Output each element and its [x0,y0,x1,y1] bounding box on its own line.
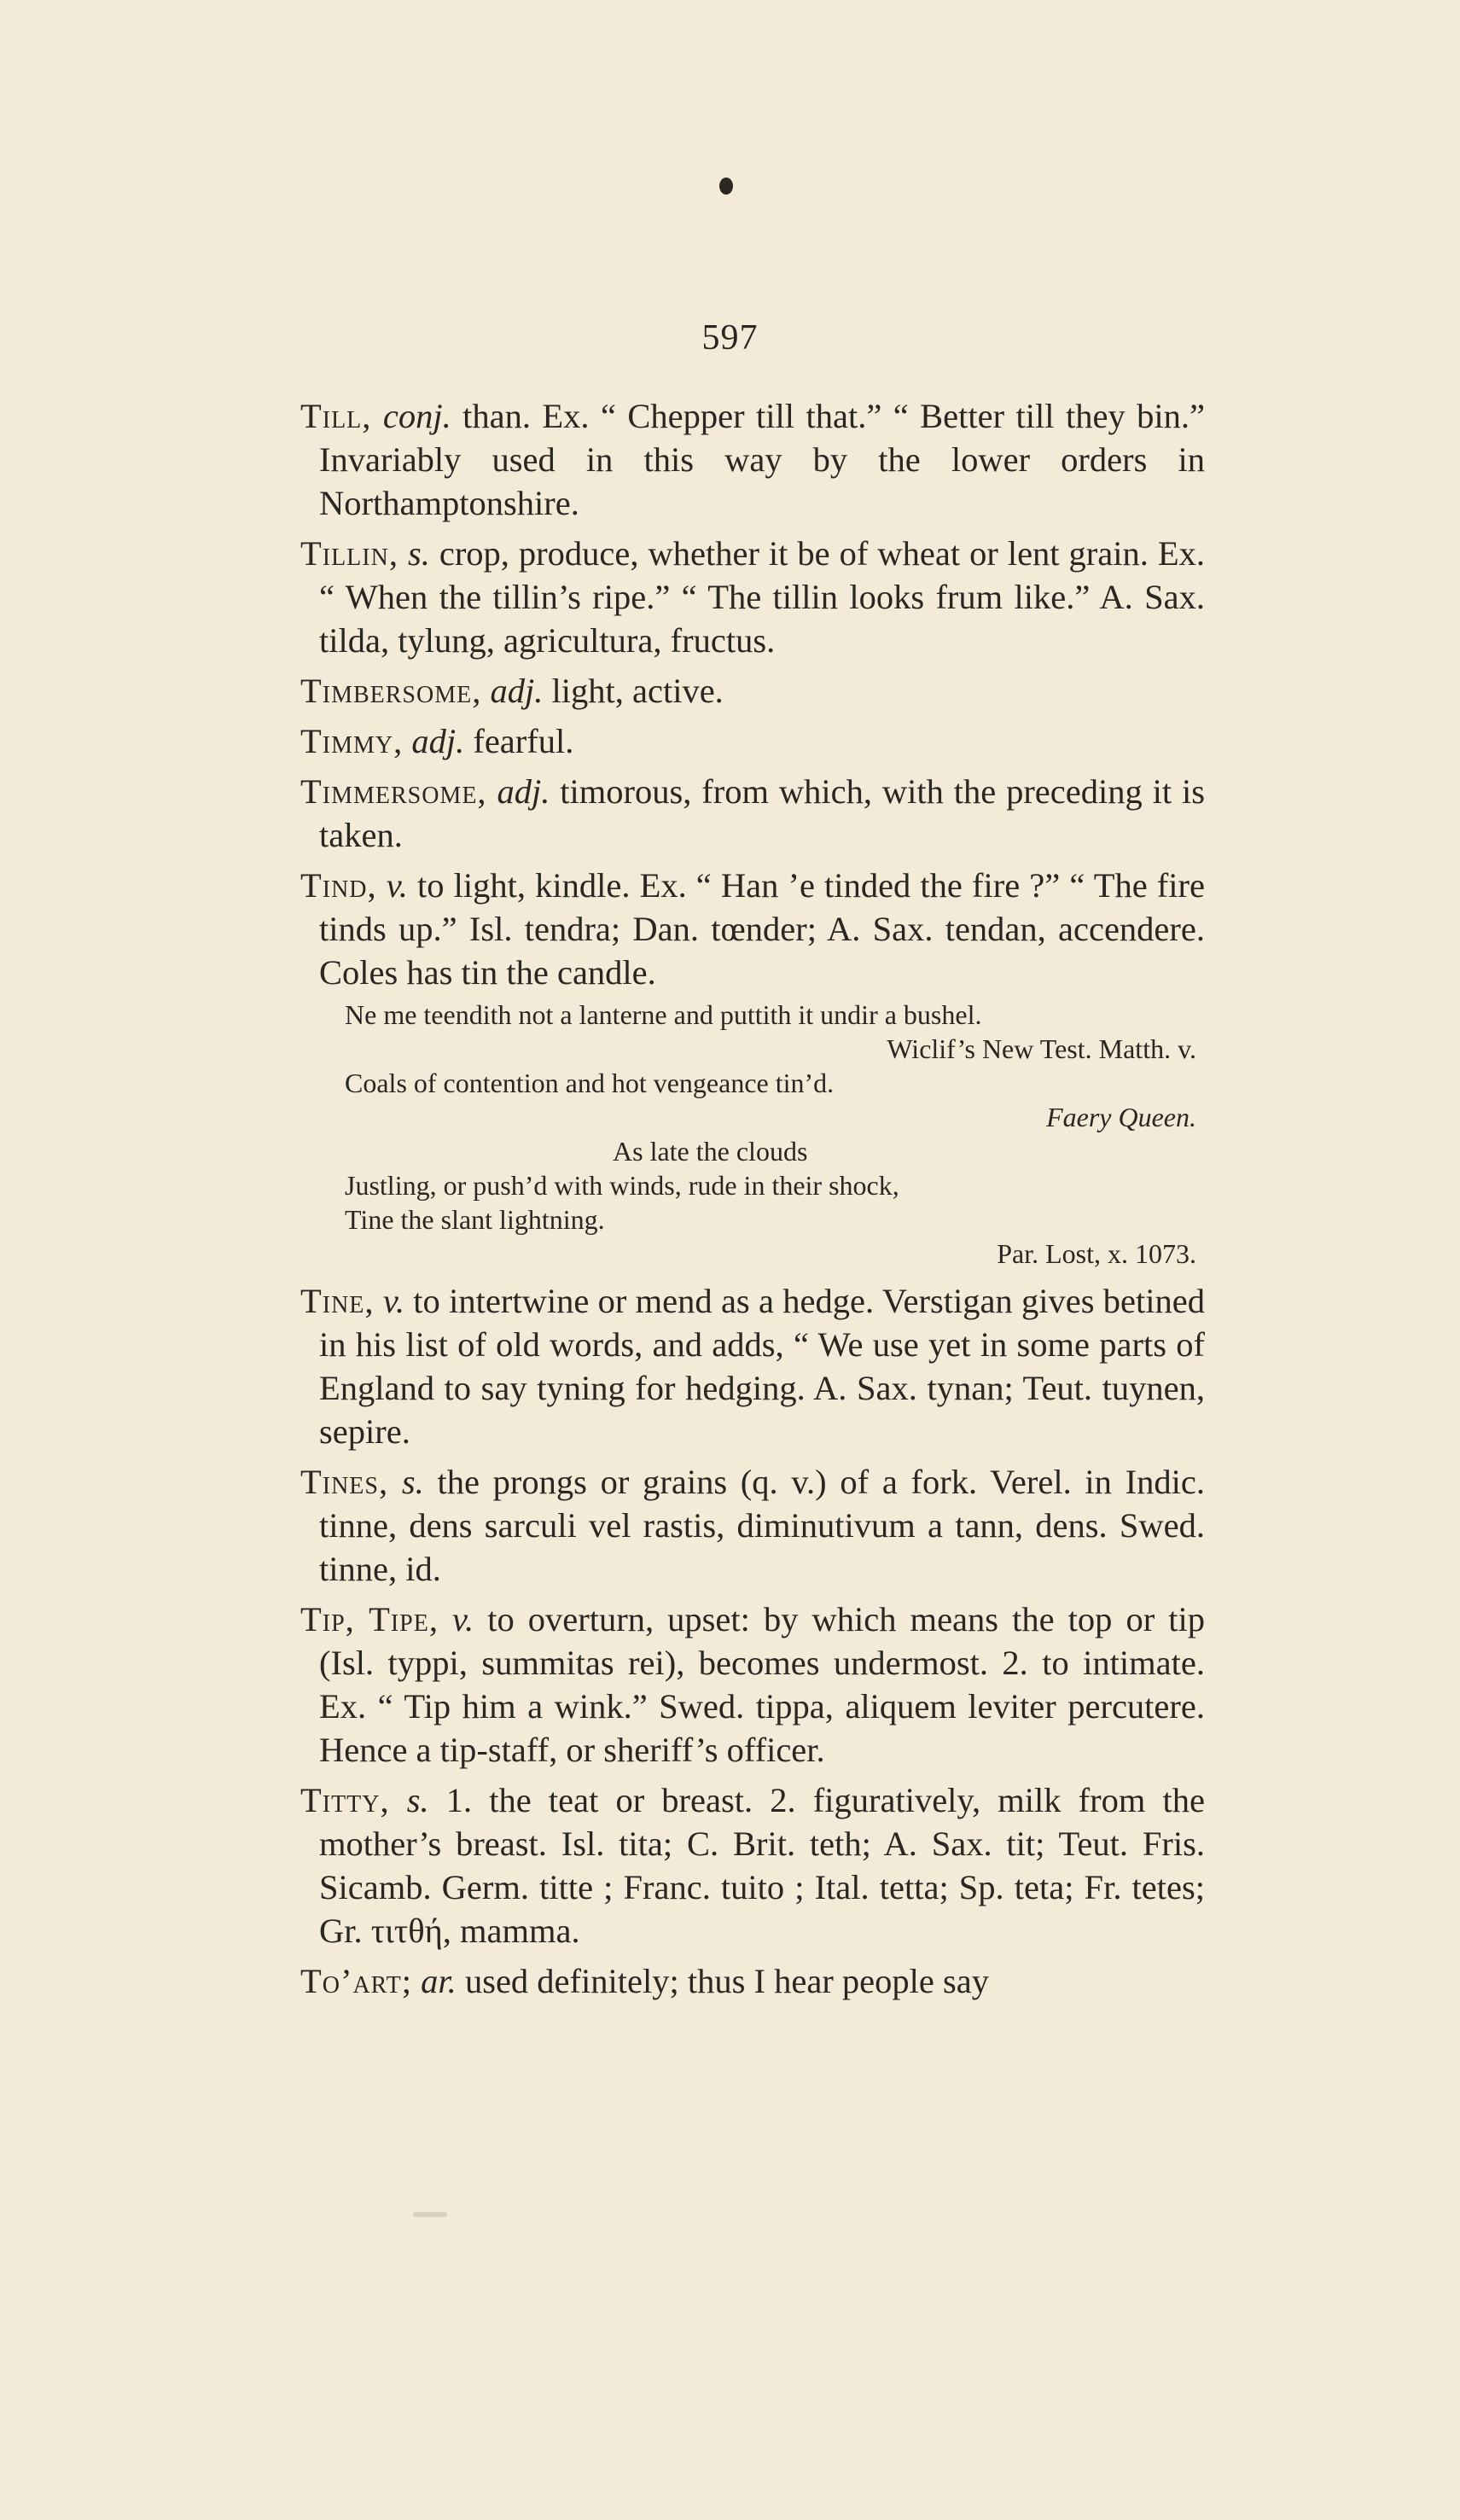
part-of-speech: adj. [497,772,550,811]
part-of-speech: s. [406,1781,429,1819]
part-of-speech: ar. [421,1962,457,2000]
citation-par-lost: Par. Lost, x. 1073. [997,1238,1196,1269]
entry-tind [300,864,1205,994]
ink-dot [719,178,733,195]
entry-timmersome [300,770,1205,857]
paper-smudge [413,2212,447,2217]
entry-timmy [300,719,1205,763]
headword: Timmersome, [300,772,487,811]
headword: Timmy, [300,722,404,760]
quote-wiclif: Ne me teendith not a lanterne and puttith it undir a bushel. [345,999,982,1030]
headword: Tine, [300,1282,375,1320]
definition: used definitely; thus I hear people say [464,1962,990,2000]
headword: Tip, Tipe, [300,1600,439,1638]
definition: 1. the teat or breast. 2. figuratively, milk from the mother’s breast. Isl. tita; C. Brit. teth; A. Sax. tit; Teut. Fris. Sicamb. Germ. titte ; Franc. tuito ; Ital. tetta; Sp. teta; Fr. tetes; Gr. τιτθή, mamma. [319,1781,1206,1950]
quote-faery-queen: Coals of contention and hot vengeance tin’d. [345,1068,835,1098]
page-number: 597 [701,318,759,358]
definition: to intertwine or mend as a hedge. Verstigan gives betined in his list of old words, and adds, “ We use yet in some parts of England to say tyning for hedging. A. Sax. tynan; Teut. tuynen, sepire. [319,1282,1206,1451]
definition: fearful. [473,722,574,760]
part-of-speech: v. [386,866,408,905]
headword: Titty, [300,1781,390,1819]
part-of-speech: v. [452,1600,474,1638]
headword: Tind, [300,866,377,905]
quote-par-lost-1: As late the clouds [613,1136,808,1167]
definition: timorous, from which, with the preceding it is taken. [319,772,1206,854]
entry-tip [300,1598,1205,1772]
definition: than. Ex. “ Chepper till that.” “ Better till they bin.” Invariably used in this way by the lower orders in Northamptonshire. [319,397,1205,522]
citation-faery-queen: Faery Queen. [1046,1102,1196,1132]
headword: Timbersome, [300,672,482,710]
definition: to light, kindle. Ex. “ Han ’e tinded the fire ?” “ The fire tinds up.” Isl. tendra; Dan. tœnder; A. Sax. tendan, accendere. Coles has tin the candle. [319,866,1206,992]
part-of-speech: conj. [382,397,451,435]
headword: Tines, [300,1463,389,1501]
entry-tillin [300,532,1205,662]
entry-timbersome [300,669,1205,713]
entry-titty [300,1778,1205,1953]
headword: Till, [300,397,372,435]
definition: crop, produce, whether it be of wheat or lent grain. Ex. “ When the tillin’s ripe.” “ The tillin looks frum like.” A. Sax. tilda, tylung, agricultura, fructus. [319,534,1205,660]
part-of-speech: s. [401,1463,424,1501]
part-of-speech: adj. [411,722,465,760]
definition: light, active. [551,672,724,710]
citation-wiclif: Wiclif’s New Test. Matth. v. [887,1033,1196,1064]
entry-till [300,394,1205,525]
definition: to overturn, upset: by which means the top or tip (Isl. typpi, summitas rei), becomes undermost. 2. to intimate. Ex. “ Tip him a wink.” Swed. tippa, aliquem leviter percutere. Hence a tip-staff, or sheriff’s officer. [319,1600,1205,1769]
entry-toart [300,1959,1205,2003]
part-of-speech: s. [407,534,430,573]
part-of-speech: v. [382,1282,404,1320]
quote-par-lost-2: Justling, or push’d with winds, rude in their shock, [345,1170,899,1201]
part-of-speech: adj. [490,672,544,710]
headword: Tillin, [300,534,398,573]
entry-tines [300,1460,1205,1591]
headword: To’art; [300,1962,413,2000]
entry-tine [300,1279,1205,1453]
dictionary-column [300,394,1205,2010]
definition: the prongs or grains (q. v.) of a fork. Verel. in Indic. tinne, dens sarculi vel rastis, diminutivum a tann, dens. Swed. tinne, id. [319,1463,1206,1588]
quote-par-lost-3: Tine the slant lightning. [345,1204,605,1235]
quotations [345,998,1205,1271]
